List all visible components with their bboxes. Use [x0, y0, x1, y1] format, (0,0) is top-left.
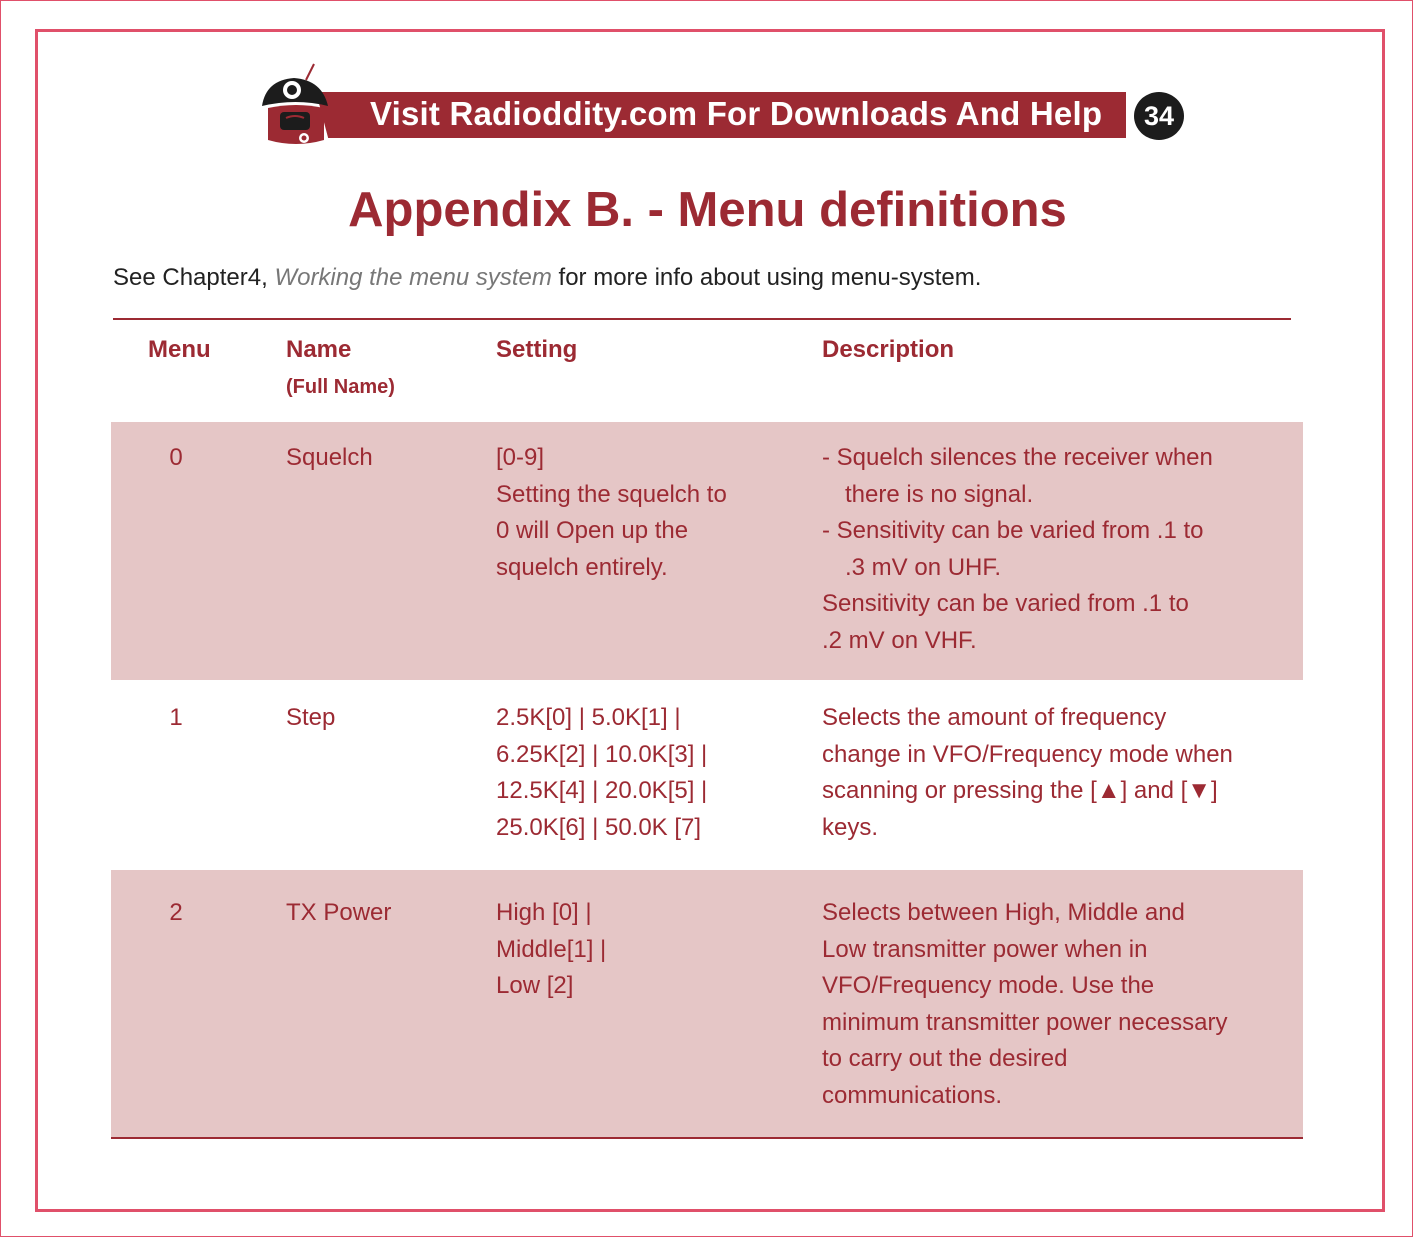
table-bottom-rule — [111, 1137, 1303, 1139]
row-setting — [496, 895, 796, 1005]
description-line: Sensitivity can be varied from .1 to — [822, 590, 1189, 618]
header-description: Description — [822, 336, 955, 363]
setting-line: [0-9] — [496, 444, 545, 471]
description-line: .3 mV on UHF. — [845, 553, 1002, 581]
header-name: Name — [286, 336, 352, 363]
intro-text — [113, 264, 981, 292]
header-banner — [258, 62, 1188, 152]
radio-mascot-icon — [258, 62, 334, 152]
description-line: to carry out the desired — [822, 1045, 1068, 1073]
setting-line: Low [2] — [496, 972, 574, 1000]
table-row — [111, 870, 1303, 1137]
description-line: Selects the amount of frequency — [822, 704, 1167, 731]
table-header — [111, 322, 1303, 421]
table-row — [111, 680, 1303, 870]
header-setting: Setting — [496, 336, 578, 363]
setting-line: 6.25K[2] | 10.0K[3] | — [496, 740, 708, 768]
description-line: Selects between High, Middle and — [822, 899, 1185, 926]
row-name: TX Power — [286, 899, 392, 926]
setting-line: Setting the squelch to — [496, 480, 727, 508]
description-line: change in VFO/Frequency mode when — [822, 740, 1233, 768]
description-line: - Squelch silences the receiver when — [822, 444, 1213, 471]
row-description — [822, 440, 1292, 660]
row-description — [822, 700, 1292, 846]
description-line: there is no signal. — [845, 480, 1034, 508]
intro-suffix: for more info about using menu-system. — [551, 264, 982, 291]
description-line: scanning or pressing the [▲] and [▼] — [822, 777, 1218, 805]
page-number-badge: 34 — [1134, 92, 1184, 140]
setting-line: Middle[1] | — [496, 935, 607, 963]
description-line: VFO/Frequency mode. Use the — [822, 972, 1155, 1000]
row-menu-number: 1 — [169, 704, 183, 731]
setting-line: 2.5K[0] | 5.0K[1] | — [496, 704, 681, 731]
intro-prefix: See Chapter4, — [113, 264, 275, 291]
row-menu-number: 0 — [169, 444, 183, 471]
description-line: Low transmitter power when in — [822, 935, 1148, 963]
setting-line: squelch entirely. — [496, 553, 668, 581]
setting-line: 0 will Open up the — [496, 517, 689, 545]
setting-line: 25.0K[6] | 50.0K [7] — [496, 813, 702, 841]
table-row — [111, 422, 1303, 680]
description-line: .2 mV on VHF. — [822, 626, 977, 654]
header-name-sub: (Full Name) — [286, 376, 395, 398]
row-name: Step — [286, 704, 336, 731]
row-description — [822, 895, 1292, 1115]
page-title: Appendix B. - Menu definitions — [348, 183, 1067, 237]
row-setting — [496, 440, 796, 586]
row-setting — [496, 700, 796, 846]
description-line: keys. — [822, 813, 879, 841]
table-top-rule — [113, 318, 1291, 320]
description-line: - Sensitivity can be varied from .1 to — [822, 517, 1204, 545]
banner-text: Visit Radioddity.com For Downloads And Help — [370, 95, 1103, 132]
header-menu: Menu — [148, 336, 211, 363]
chapter-reference: Working the menu system — [274, 264, 552, 291]
setting-line: 12.5K[4] | 20.0K[5] | — [496, 777, 708, 805]
row-name: Squelch — [286, 444, 373, 471]
description-line: communications. — [822, 1081, 1003, 1109]
row-menu-number: 2 — [169, 899, 183, 926]
setting-line: High [0] | — [496, 899, 592, 926]
description-line: minimum transmitter power necessary — [822, 1008, 1228, 1036]
